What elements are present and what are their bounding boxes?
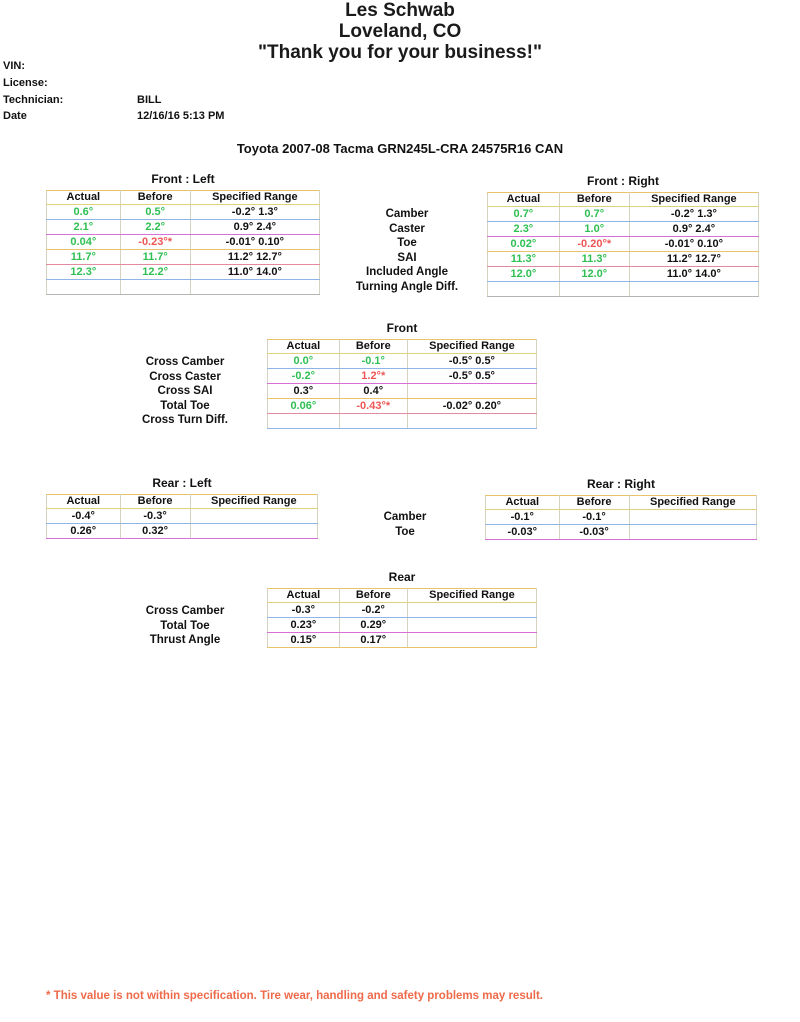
table-row [268,399,537,414]
thank-you-message: "Thank you for your business!" [257,42,543,63]
date-label: Date [3,110,27,122]
before-value: 0.4° [339,384,407,399]
before-value: -0.43°* [339,399,407,414]
actual-value: 0.3° [268,384,340,399]
actual-value [488,282,560,297]
specified-range-value: -0.5° 0.5° [407,354,536,369]
license-label: License: [3,77,48,89]
specified-range-value: -0.2° 1.3° [629,207,758,222]
measure-label: Camber [383,511,427,523]
column-header-before: Before [339,589,407,603]
front-cross-table [267,339,537,429]
specified-range-value [407,384,536,399]
before-value: 11.7° [120,250,190,265]
before-value [559,282,629,297]
specified-range-value: 0.9° 2.4° [629,222,758,237]
front-cross-labels [110,355,260,428]
actual-value: 0.7° [488,207,560,222]
before-value [120,280,190,295]
measure-label: Toe [397,237,417,250]
actual-value: 2.3° [488,222,560,237]
specified-range-value [629,525,756,540]
column-header-before: Before [559,193,629,207]
before-value [339,414,407,429]
before-value: 11.3° [559,252,629,267]
table-row [488,267,759,282]
rear-right-table [485,495,757,540]
column-header-actual: Actual [268,589,340,603]
measure-label: Cross SAI [157,385,213,398]
table-row [47,509,318,524]
column-header-spec: Specified Range [190,495,317,509]
before-value: 0.32° [120,524,190,539]
specified-range-value: -0.02° 0.20° [407,399,536,414]
specified-range-value [407,414,536,429]
specified-range-value [629,510,756,525]
table-row [488,207,759,222]
specified-range-value: 0.9° 2.4° [190,220,319,235]
rear-right-title: Rear : Right [586,477,655,491]
specified-range-value [407,603,536,618]
actual-value: 0.15° [268,633,340,648]
measure-label: Cross Camber [145,605,225,617]
table-row [486,525,757,540]
table-row [268,369,537,384]
table-row [268,633,537,648]
specified-range-value [407,618,536,633]
rear-measure-labels [340,510,470,539]
actual-value: 12.0° [488,267,560,282]
before-value: 2.2° [120,220,190,235]
measure-label: Total Toe [160,619,210,632]
rear-cross-table [267,588,537,648]
column-header-actual: Actual [486,496,560,510]
table-row [488,282,759,297]
actual-value: -0.03° [486,525,560,540]
rear-cross-title: Rear [388,570,416,584]
technician-label: Technician: [3,94,64,106]
rear-left-title: Rear : Left [152,476,212,490]
before-value: -0.1° [339,354,407,369]
before-value: -0.1° [559,510,629,525]
front-left-table [46,190,320,295]
specified-range-value: 11.2° 12.7° [190,250,319,265]
table-row [488,237,759,252]
before-value: -0.23°* [120,235,190,250]
specified-range-value: 11.0° 14.0° [190,265,319,280]
measure-label: Toe [395,525,415,538]
technician-value: BILL [137,94,162,106]
measure-label: Caster [389,222,425,235]
table-row [268,354,537,369]
specified-range-value [629,282,758,297]
actual-value: 12.3° [47,265,121,280]
measure-label: Total Toe [160,399,210,412]
table-row [47,250,320,265]
column-header-actual: Actual [47,495,121,509]
shop-location: Loveland, CO [338,21,462,42]
measure-label: Cross Turn Diff. [141,414,229,427]
actual-value: 0.26° [47,524,121,539]
column-header-spec: Specified Range [629,496,756,510]
before-value: 0.29° [339,618,407,633]
column-header-actual: Actual [488,193,560,207]
actual-value: -0.2° [268,369,340,384]
actual-value: 0.23° [268,618,340,633]
table-row [47,280,320,295]
measure-label: SAI [397,251,417,264]
table-row [47,524,318,539]
table-row [47,220,320,235]
spec-warning-footnote: * This value is not within specification. Tire wear, handling and safety problems may result. [46,990,543,1002]
actual-value: 0.0° [268,354,340,369]
date-value: 12/16/16 5:13 PM [137,110,225,122]
front-right-table [487,192,759,297]
header-row [268,340,537,354]
table-row [47,265,320,280]
table-row [488,222,759,237]
before-value: 12.2° [120,265,190,280]
before-value: -0.2° [339,603,407,618]
column-header-actual: Actual [47,191,121,205]
measure-label: Turning Angle Diff. [355,280,459,293]
actual-value: 2.1° [47,220,121,235]
table-row [268,603,537,618]
header-row [47,495,318,509]
specified-range-value: 11.0° 14.0° [629,267,758,282]
column-header-before: Before [120,495,190,509]
specified-range-value [190,509,317,524]
rear-cross-labels [110,604,260,648]
table-row [47,205,320,220]
vin-label: VIN: [3,60,25,72]
specified-range-value [190,280,319,295]
actual-value [268,414,340,429]
specified-range-value [407,633,536,648]
column-header-spec: Specified Range [629,193,758,207]
vehicle-description: Toyota 2007-08 Tacma GRN245L-CRA 24575R16 CAN [236,141,564,156]
before-value: 1.2°* [339,369,407,384]
before-value: 0.5° [120,205,190,220]
actual-value: 0.02° [488,237,560,252]
measure-label: Cross Camber [145,356,225,368]
column-header-actual: Actual [268,340,340,354]
before-value: -0.3° [120,509,190,524]
table-row [268,618,537,633]
before-value: 0.7° [559,207,629,222]
actual-value [47,280,121,295]
column-header-spec: Specified Range [407,589,536,603]
before-value: 12.0° [559,267,629,282]
column-header-spec: Specified Range [407,340,536,354]
rear-left-table [46,494,318,539]
specified-range-value: -0.5° 0.5° [407,369,536,384]
column-header-before: Before [559,496,629,510]
header-row [488,193,759,207]
before-value: -0.03° [559,525,629,540]
actual-value: 11.7° [47,250,121,265]
specified-range-value: -0.01° 0.10° [629,237,758,252]
before-value: -0.20°* [559,237,629,252]
shop-name: Les Schwab [345,0,455,21]
column-header-before: Before [120,191,190,205]
front-left-title: Front : Left [151,172,215,186]
measure-label: Included Angle [366,266,448,279]
before-value: 1.0° [559,222,629,237]
specified-range-value: -0.01° 0.10° [190,235,319,250]
table-row [486,510,757,525]
front-cross-title: Front [386,321,418,335]
column-header-before: Before [339,340,407,354]
header-row [47,191,320,205]
actual-value: -0.4° [47,509,121,524]
column-header-spec: Specified Range [190,191,319,205]
specified-range-value: 11.2° 12.7° [629,252,758,267]
header-row [486,496,757,510]
actual-value: 0.04° [47,235,121,250]
table-row [268,414,537,429]
measure-label: Camber [385,208,429,220]
actual-value: -0.3° [268,603,340,618]
actual-value: 0.6° [47,205,121,220]
measure-label: Cross Caster [149,370,221,383]
measure-label: Thrust Angle [149,634,221,647]
front-right-title: Front : Right [587,174,659,188]
table-row [268,384,537,399]
specified-range-value: -0.2° 1.3° [190,205,319,220]
actual-value: 0.06° [268,399,340,414]
table-row [47,235,320,250]
actual-value: 11.3° [488,252,560,267]
before-value: 0.17° [339,633,407,648]
actual-value: -0.1° [486,510,560,525]
header-row [268,589,537,603]
front-measure-labels [330,207,484,295]
specified-range-value [190,524,317,539]
table-row [488,252,759,267]
